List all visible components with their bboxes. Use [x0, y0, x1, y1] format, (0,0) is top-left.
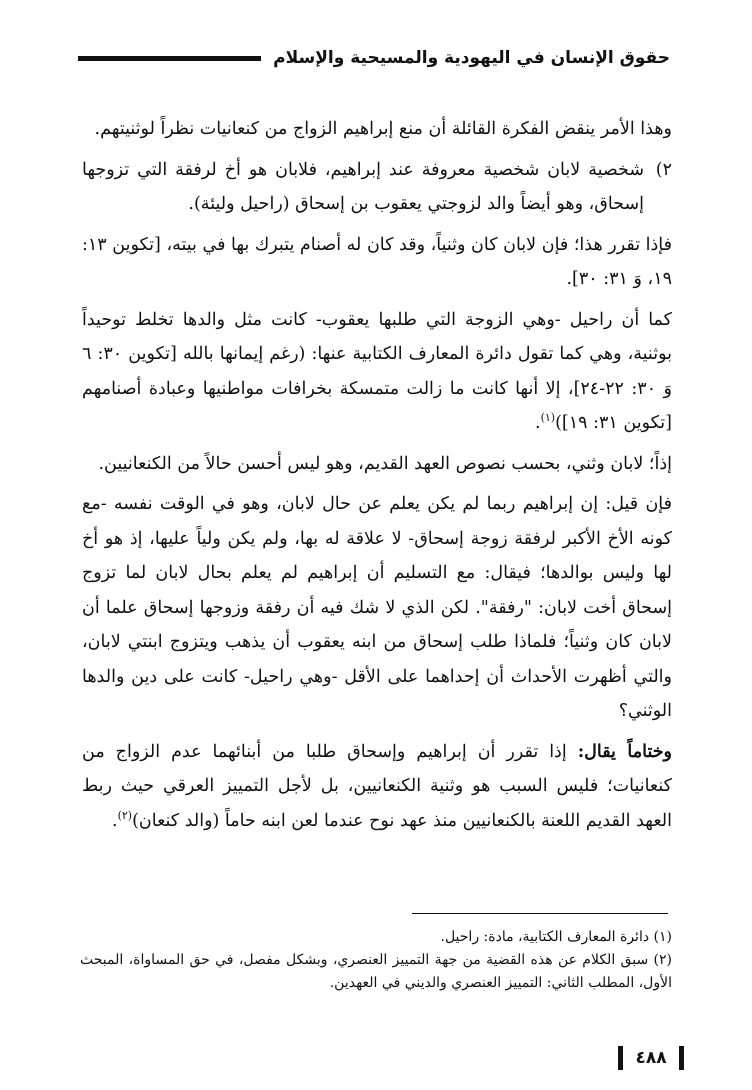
paragraph-text: كما أن راحيل -وهي الزوجة التي طلبها يعقوب- كانت مثل والدها تخلط توحيداً بوثنية، وهي كما تقول دائرة المعارف الكتابية عنها: (رغم إيمانها بالله [تكوين ٣٠: ٦ وَ ٣٠: ٢٢-٢٤]، إلا أنها كانت ما زالت متمسكة بخرافات مواطنيها وعبادة أصنامهم [تكوين ٣١: ١٩]) [82, 309, 672, 433]
footnote-separator [412, 913, 668, 914]
item-number: ٢) [655, 159, 672, 180]
footnote-marker[interactable]: (٢) [117, 808, 133, 822]
page-number: ٤٨٨ [618, 1046, 684, 1070]
running-header-title: حقوق الإنسان في اليهودية والمسيحية والإسلام [273, 48, 670, 68]
paragraph: إذاً؛ لابان وثني، بحسب نصوص العهد القديم، وهو ليس أحسن حالاً من الكنعانيين. [98, 453, 672, 474]
paragraph [82, 735, 672, 839]
footnotes [80, 926, 672, 995]
paragraph: وهذا الأمر ينقض الفكرة القائلة أن منع إبراهيم الزواج من كنعانيات نظراً لوثنيتهم. [94, 119, 672, 139]
lead-in: وختاماً يقال: [577, 741, 673, 762]
numbered-item [82, 153, 672, 222]
footnote: (٢) سبق الكلام عن هذه القضية من جهة التمييز العنصري، وبشكل مفصل، في حق المساواة، المبحث الأول، المطلب الثاني: التمييز العنصري والديني في العهدين. [80, 952, 672, 991]
paragraph: فإذا تقرر هذا؛ فإن لابان كان وثنياً، وقد كان له أصنام يتبرك بها في بيته، [تكوين ١٣: ١٩، وَ ٣١: ٣٠]. [82, 234, 672, 289]
footnote-marker[interactable]: (١) [540, 411, 556, 425]
footnote: (١) دائرة المعارف الكتابية، مادة: راحيل. [440, 929, 672, 945]
paragraph: فإن قيل: إن إبراهيم ربما لم يكن يعلم عن حال لابان، وهو في الوقت نفسه -مع كونه الأخ الأكبر لرفقة زوجة إسحاق- لا علاقة له بها، ولم يكن ولياً عليها، إذ هو أخ لها وليس بوالدها؛ فيقال: مع التسليم أن إبراهيم لم يعلم بحال لابان لما تزوج إسحاق أخت لابان: "رفقة". لكن الذي لا شك فيه أن رفقة وزوجها إسحاق علما أن لابان كان وثنياً؛ فلماذا طلب إسحاق من ابنه يعقوب أن يذهب ويتزوج ابنتي لابان، والتي أظهرت الأحداث أن إحداهما على الأقل -وهي راحيل- كانت على دين والدها الوثني؟ [82, 494, 672, 721]
running-header [78, 38, 670, 78]
paragraph [82, 303, 672, 441]
paragraph-end: . [534, 413, 541, 433]
header-rule [78, 56, 261, 61]
paragraph-text: إذا تقرر أن إبراهيم وإسحاق طلبا من أبنائهما عدم الزواج من كنعانيات؛ فليس السبب هو وثنية الكنعانيين، بل لأجل التمييز العرقي حيث ربط العهد القديم اللعنة بالكنعانيين منذ عهد نوح عندما لعن ابنه حاماً (والد كنعان) [82, 741, 672, 831]
main-text [82, 112, 672, 838]
item-text: شخصية لابان شخصية معروفة عند إبراهيم، فلابان هو أخ لرفقة التي تزوجها إسحاق، وهو أيضاً والد لزوجتي يعقوب بن إسحاق (راحيل وليئة). [82, 159, 644, 214]
paragraph-end: . [111, 810, 118, 831]
